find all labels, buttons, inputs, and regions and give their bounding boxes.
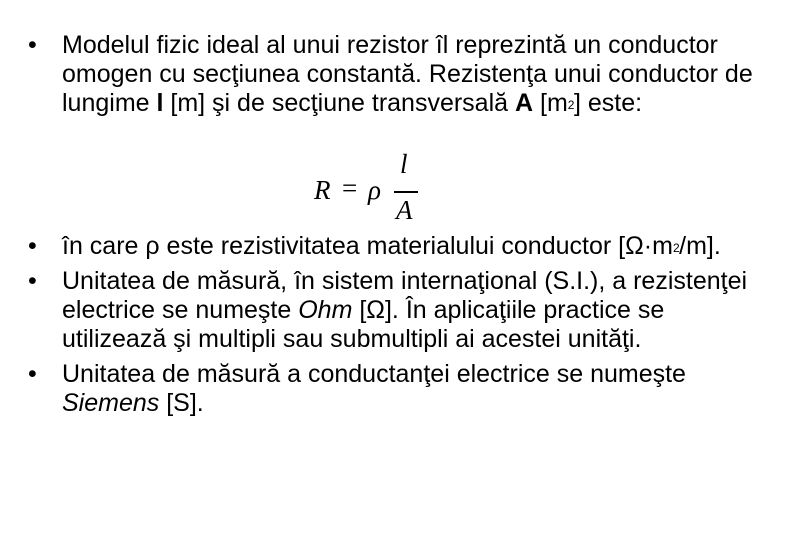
- bullet-text-part: Siemens: [62, 389, 160, 417]
- bullet-text-part: A: [515, 89, 534, 117]
- bullet-text-part: /m].: [679, 232, 721, 260]
- bullet-text-part: Ohm: [298, 296, 353, 324]
- bullet-item: [28, 232, 768, 261]
- formula-denominator: A: [396, 195, 413, 225]
- bullet-text-part: l: [156, 89, 164, 117]
- bullet-text-part: [S].: [159, 389, 204, 417]
- bullet-item: [28, 267, 768, 354]
- bullet-text-part: [Ω]. În aplicaţiile practice se utilizează şi multipli sau submultipli ai acestei unităţi.: [62, 296, 665, 353]
- formula-equals: =: [342, 173, 358, 203]
- formula-lhs: R: [314, 175, 331, 205]
- resistance-formula: [312, 149, 422, 225]
- bullet-text-part: [m] şi de secţiune transversală: [163, 89, 515, 117]
- bullet-text-part: 2: [672, 241, 680, 255]
- bullet-text-part: Unitatea de măsură a conductanţei electrice se numeşte: [62, 360, 686, 388]
- bullet-text-part: [m: [533, 89, 568, 117]
- formula-numerator: l: [400, 149, 408, 179]
- bullet-text-part: Modelul fizic ideal al unui rezistor îl reprezintă un conductor omogen cu secţiunea constantă. Rezistenţa unui conductor de lungime: [62, 31, 753, 117]
- bullet-item: [28, 31, 768, 118]
- bullet-list-top: [28, 31, 768, 124]
- bullet-text-part: 2: [567, 98, 574, 112]
- bullet-text-part: ] este:: [573, 89, 643, 117]
- bullet-item: [28, 360, 768, 418]
- formula-rho: ρ: [368, 175, 381, 205]
- bullet-text-part: în care ρ este rezistivitatea materialului conductor [Ω·m: [62, 232, 673, 260]
- formula-fraction-line: [394, 191, 418, 193]
- bullet-text-part: Unitatea de măsură, în sistem internaţional (S.I.), a rezistenţei electrice se numeşte: [62, 267, 748, 324]
- bullet-list-bottom: [28, 232, 768, 424]
